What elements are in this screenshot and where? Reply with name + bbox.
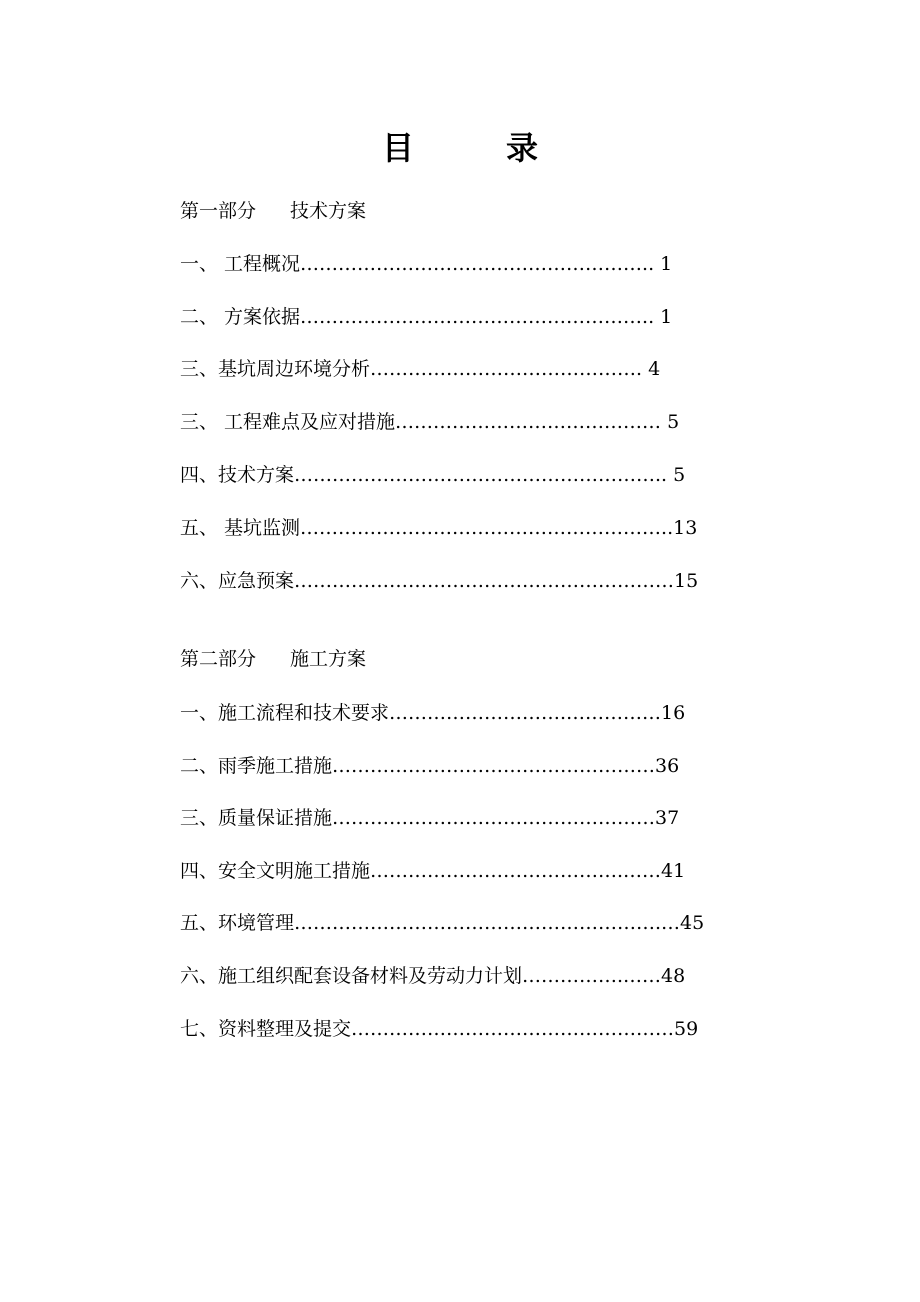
toc-entry[interactable]: 三、质量保证措施……………………………………………37 xyxy=(180,807,680,829)
part1-heading xyxy=(180,198,366,224)
toc-entry[interactable]: 七、资料整理及提交……………………………………………59 xyxy=(180,1018,699,1040)
toc-entry[interactable]: 三、 工程难点及应对措施…………………………………… 5 xyxy=(180,411,680,433)
part1-name: 技术方案 xyxy=(290,200,367,222)
part2-label: 第二部分 xyxy=(180,648,257,670)
toc-entry[interactable]: 五、 基坑监测…………………………………………………..13 xyxy=(180,517,698,539)
toc-entry[interactable]: 六、施工组织配套设备材料及劳动力计划…………….……48 xyxy=(180,965,686,987)
toc-entry[interactable]: 四、安全文明施工措施………………………………….……41 xyxy=(180,860,686,882)
toc-title-char-1: 目 xyxy=(381,129,414,167)
toc-entry[interactable]: 五、环境管理………………………………………………….…45 xyxy=(180,912,705,934)
toc-entry[interactable]: 四、技术方案………………………………………………….. 5 xyxy=(180,464,686,486)
part2-heading xyxy=(180,646,366,672)
part2-name: 施工方案 xyxy=(290,648,367,670)
toc-entry[interactable]: 三、基坑周边环境分析……………………………………. 4 xyxy=(180,358,661,380)
toc-entry[interactable]: 一、 工程概况……………………………………………….. 1 xyxy=(180,253,673,275)
toc-entry[interactable]: 六、应急预案……………………………………………………15 xyxy=(180,570,699,592)
toc-entry[interactable]: 二、雨季施工措施……………………………………………36 xyxy=(180,755,680,777)
toc-entry[interactable]: 一、施工流程和技术要求……………………….……………16 xyxy=(180,702,686,724)
toc-title xyxy=(0,128,920,168)
toc-title-char-2: 录 xyxy=(506,129,539,167)
toc-entry[interactable]: 二、 方案依据……………………………………………….. 1 xyxy=(180,306,673,328)
part1-label: 第一部分 xyxy=(180,200,257,222)
